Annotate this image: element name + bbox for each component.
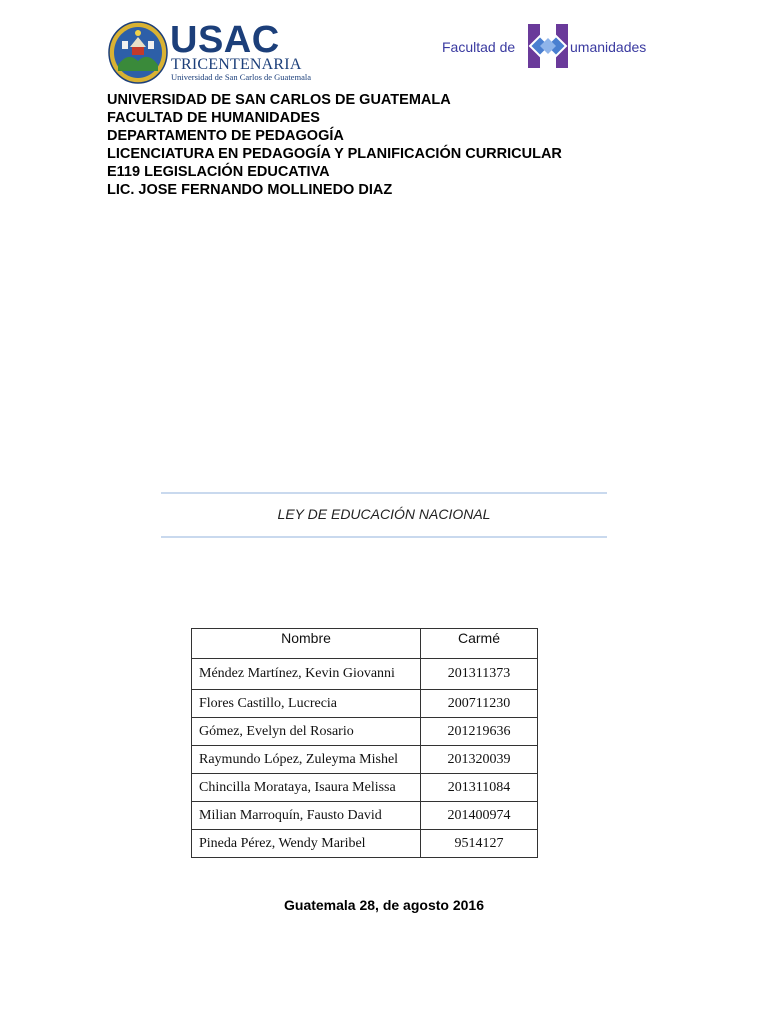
header-department: DEPARTAMENTO DE PEDAGOGÍA (107, 128, 344, 144)
student-name: Milian Marroquín, Fausto David (192, 802, 421, 830)
faculty-logo-text-after: umanidades (570, 39, 647, 55)
column-header-name: Nombre (192, 629, 421, 659)
table-row (192, 774, 538, 802)
header-university: UNIVERSIDAD DE SAN CARLOS DE GUATEMALA (107, 92, 451, 108)
faculty-logo-text-before: Facultad de (442, 39, 516, 55)
usac-logo-subtitle: Universidad de San Carlos de Guatemala (171, 72, 311, 82)
table-row (192, 690, 538, 718)
header-degree: LICENCIATURA EN PEDAGOGÍA Y PLANIFICACIÓN CURRICULAR (107, 146, 562, 162)
student-name: Chincilla Morataya, Isaura Melissa (192, 774, 421, 802)
student-name: Pineda Pérez, Wendy Maribel (192, 830, 421, 858)
student-carne: 201219636 (421, 718, 538, 746)
student-name: Flores Castillo, Lucrecia (192, 690, 421, 718)
student-name: Raymundo López, Zuleyma Mishel (192, 746, 421, 774)
table-row (192, 718, 538, 746)
title-bottom-rule (161, 536, 607, 538)
student-name: Méndez Martínez, Kevin Giovanni (192, 659, 421, 690)
header-course: E119 LEGISLACIÓN EDUCATIVA (107, 164, 330, 180)
usac-logo-tagline: TRICENTENARIA (171, 56, 302, 73)
student-carne: 201320039 (421, 746, 538, 774)
header-faculty: FACULTAD DE HUMANIDADES (107, 110, 320, 126)
table-row (192, 659, 538, 690)
column-header-carne: Carmé (421, 629, 538, 659)
usac-logo-word: USAC (170, 19, 280, 61)
table-row (192, 802, 538, 830)
student-carne: 200711230 (421, 690, 538, 718)
humanidades-h-icon (526, 22, 570, 70)
students-table (191, 628, 538, 858)
student-carne: 201311084 (421, 774, 538, 802)
table-header-row (192, 629, 538, 659)
table-row (192, 746, 538, 774)
title-top-rule (161, 492, 607, 494)
student-name: Gómez, Evelyn del Rosario (192, 718, 421, 746)
document-date: Guatemala 28, de agosto 2016 (284, 897, 484, 913)
university-seal-icon (108, 21, 168, 84)
student-carne: 9514127 (421, 830, 538, 858)
student-carne: 201311373 (421, 659, 538, 690)
document-title: LEY DE EDUCACIÓN NACIONAL (277, 506, 491, 522)
table-row (192, 830, 538, 858)
student-carne: 201400974 (421, 802, 538, 830)
header-professor: LIC. JOSE FERNANDO MOLLINEDO DIAZ (107, 182, 393, 198)
